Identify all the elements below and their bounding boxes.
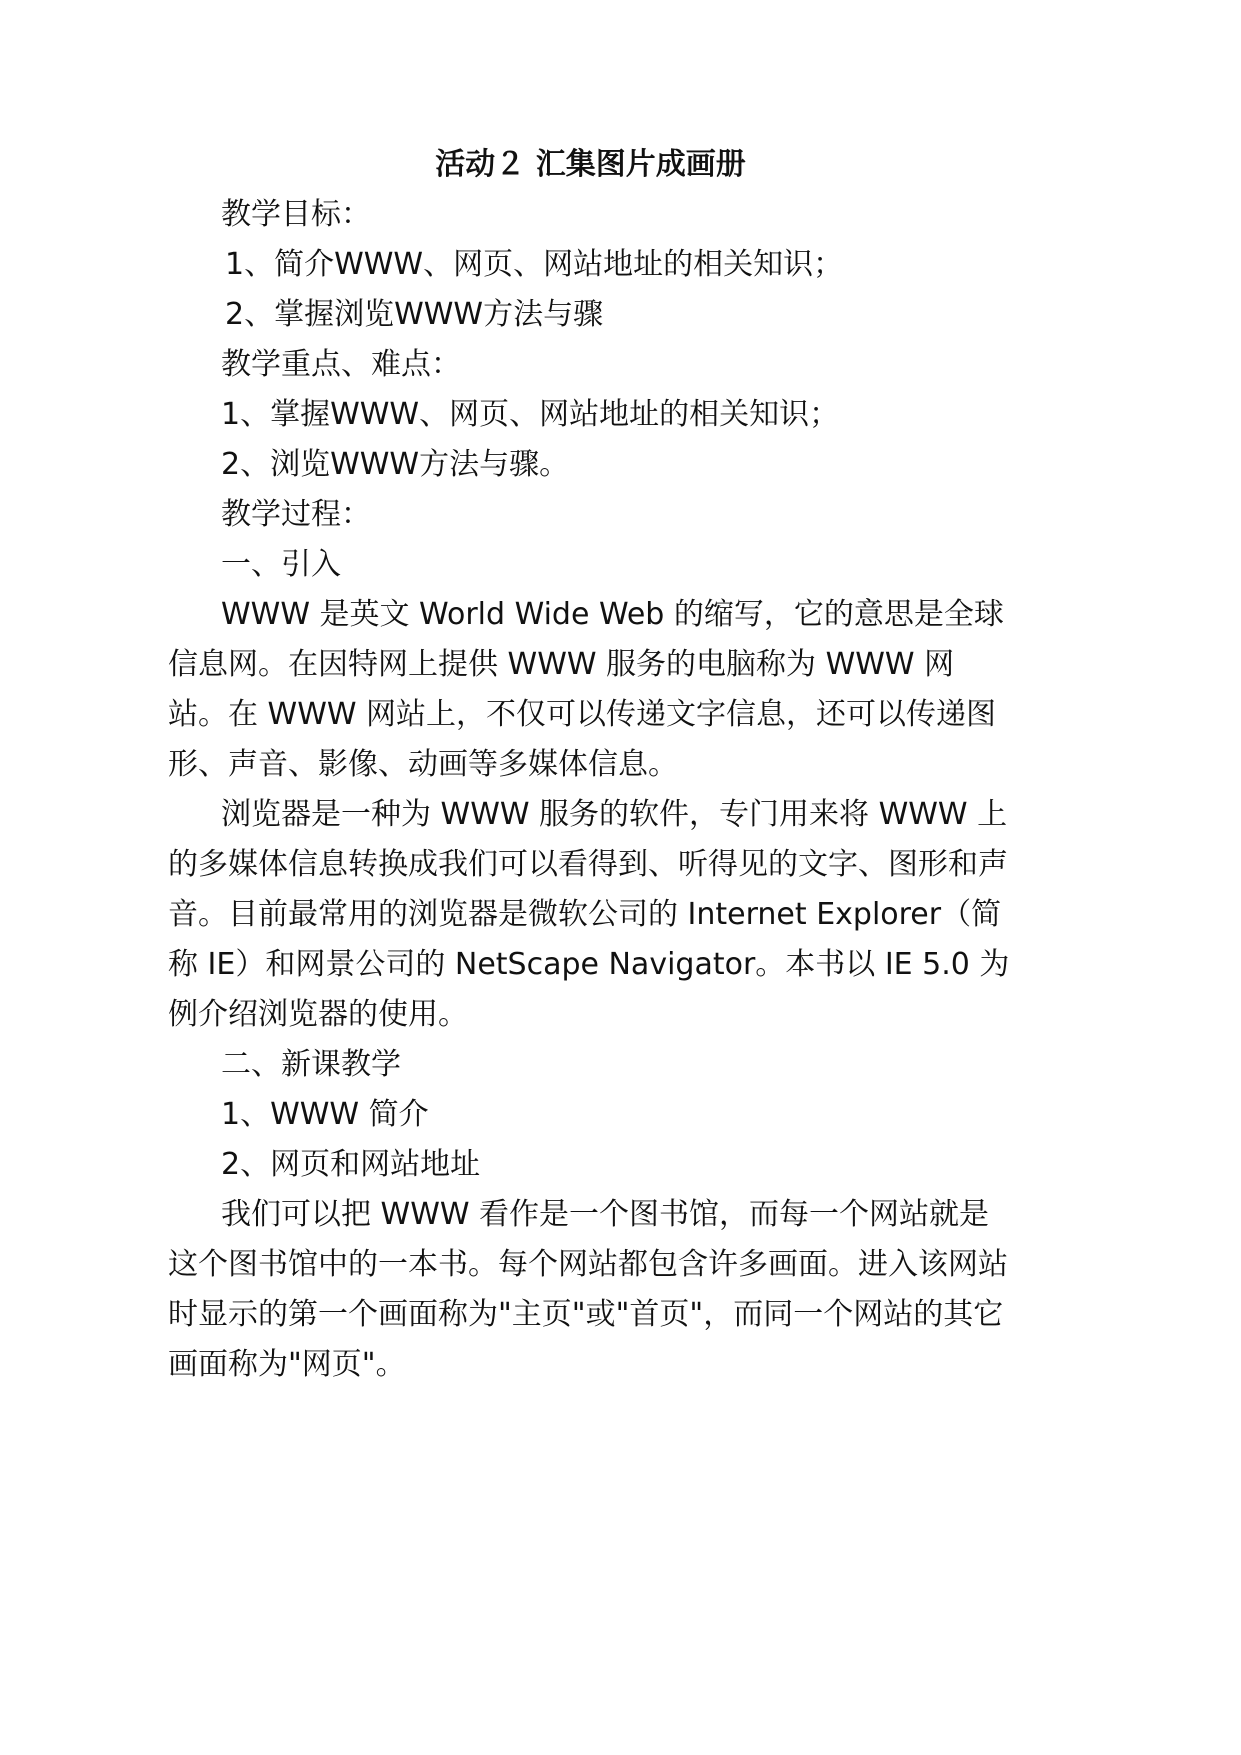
- key-points-heading: 教学重点、难点：: [221, 347, 461, 382]
- body-paragraph: 浏览器是一种为 WWW 服务的软件，专门用来将 WWW 上的多媒体信息转换成我们可以看得到、听得见的文字、图形和声音。目前最常用的浏览器是微软公司的 Internet Explorer（简称 IE）和网景公司的 NetScape Navigator。本书以 IE 5.0 为例介绍浏览器的使用。: [168, 797, 1010, 1032]
- objective-item: 1、简介WWW、网页、网站地址的相关知识；: [225, 247, 844, 282]
- objectives-heading: 教学目标：: [221, 197, 371, 232]
- subsection-heading: 2、网页和网站地址: [221, 1147, 481, 1182]
- body-paragraph: 我们可以把 WWW 看作是一个图书馆，而每一个网站就是这个图书馆中的一本书。每个网站都包含许多画面。进入该网站时显示的第一个画面称为"主页"或"首页"，而同一个网站的其它画面称为"网页"。: [168, 1197, 1008, 1382]
- key-point-item: 2、浏览WWW方法与骤。: [221, 447, 570, 482]
- document-page: [168, 140, 1013, 1390]
- section-heading: 二、新课教学: [221, 1047, 401, 1082]
- key-point-item: 1、掌握WWW、网页、网站地址的相关知识；: [221, 397, 840, 432]
- process-heading: 教学过程：: [221, 497, 371, 532]
- document-title: 活动２ 汇集图片成画册: [435, 147, 746, 182]
- section-heading: 一、引入: [221, 547, 341, 582]
- objective-item: 2、掌握浏览WWW方法与骤: [225, 297, 604, 332]
- body-paragraph: WWW 是英文 World Wide Web 的缩写，它的意思是全球信息网。在因特网上提供 WWW 服务的电脑称为 WWW 网站。在 WWW 网站上，不仅可以传递文字信息，还可以传递图形、声音、影像、动画等多媒体信息。: [168, 597, 1004, 782]
- subsection-heading: 1、WWW 简介: [221, 1097, 429, 1132]
